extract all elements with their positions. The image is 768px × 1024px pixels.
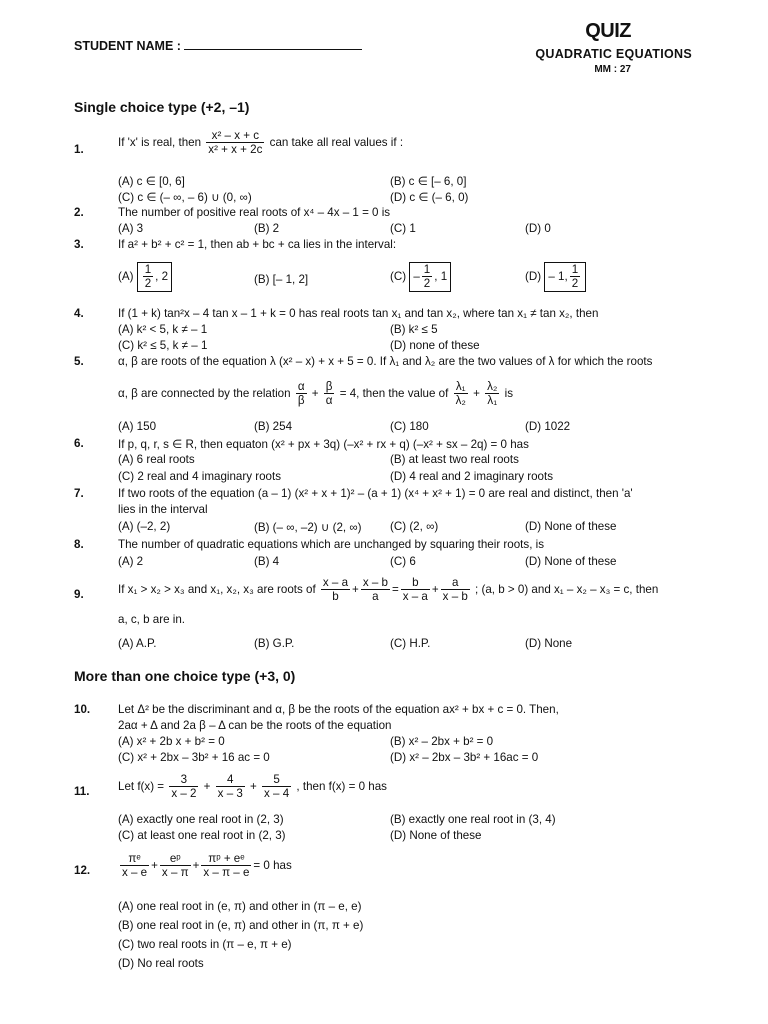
option-label: (A) bbox=[118, 269, 134, 283]
option-d[interactable]: (D) None bbox=[525, 637, 573, 650]
option-c[interactable]: (C) x² + 2bx – 3b² + 16 ac = 0 bbox=[118, 751, 270, 764]
denominator: x² + x + 2c bbox=[208, 143, 263, 157]
option-label: (D) bbox=[525, 269, 542, 283]
option-b[interactable]: (B) exactly one real root in (3, 4) bbox=[390, 813, 556, 826]
option-c[interactable]: (C) H.P. bbox=[390, 637, 431, 650]
denominator: λ₂ bbox=[455, 394, 466, 408]
denominator: α bbox=[325, 394, 333, 408]
numerator: a bbox=[441, 576, 470, 590]
question-number: 8. bbox=[74, 538, 84, 551]
text-fragment: , then f(x) = 0 has bbox=[296, 779, 387, 793]
option-a[interactable]: (A) 6 real roots bbox=[118, 453, 195, 466]
fraction bbox=[206, 129, 264, 157]
closed-interval bbox=[137, 262, 172, 292]
question-number: 4. bbox=[74, 307, 84, 320]
question-number: 10. bbox=[74, 703, 91, 716]
option-b[interactable]: (B) 2 bbox=[254, 222, 280, 235]
question-number: 11. bbox=[74, 785, 90, 798]
question-number: 7. bbox=[74, 487, 84, 500]
section-multi-choice: More than one choice type (+3, 0) bbox=[74, 668, 296, 684]
option-c[interactable]: (C) 2 real and 4 imaginary roots bbox=[118, 470, 282, 483]
numerator: 4 bbox=[216, 773, 245, 787]
numerator: b bbox=[401, 576, 430, 590]
option-a[interactable]: (A) x² + 2b x + b² = 0 bbox=[118, 735, 225, 748]
option-d[interactable]: (D) 0 bbox=[525, 222, 551, 235]
text-fragment: is bbox=[504, 386, 514, 400]
student-name-label: STUDENT NAME : bbox=[74, 39, 181, 53]
question-text-line-1: α, β are roots of the equation λ (x² – x) + x + 5 = 0. If λ₁ and λ₂ are the two values of λ for which the roots bbox=[118, 355, 653, 368]
option-c[interactable]: (C) 6 bbox=[390, 555, 416, 568]
student-name-blank[interactable] bbox=[184, 39, 362, 50]
denominator: x – π – e bbox=[203, 866, 250, 880]
option-c[interactable]: (C) (2, ∞) bbox=[390, 520, 439, 533]
fraction bbox=[201, 852, 251, 880]
question-number: 2. bbox=[74, 206, 84, 219]
numerator: x² – x + c bbox=[206, 129, 264, 143]
option-a[interactable]: (A) 3 bbox=[118, 222, 144, 235]
question-text: The number of positive real roots of x⁴ – 4x – 1 = 0 is bbox=[118, 206, 391, 219]
denominator: x – 2 bbox=[171, 787, 197, 801]
option-label: (C) bbox=[390, 269, 407, 283]
text-fragment: If 'x' is real, then bbox=[118, 135, 202, 149]
denominator: 2 bbox=[571, 277, 579, 291]
option-a[interactable]: (A) 150 bbox=[118, 420, 157, 433]
numerator: 1 bbox=[571, 263, 579, 276]
denominator: 2 bbox=[144, 277, 152, 291]
fraction bbox=[422, 263, 432, 291]
option-b[interactable]: (B) (– ∞, –2) ∪ (2, ∞) bbox=[254, 521, 362, 534]
denominator: x – b bbox=[442, 590, 468, 604]
fraction bbox=[160, 852, 191, 880]
question-text-line-2: lies in the interval bbox=[118, 503, 208, 516]
option-a[interactable]: (A) c ∈ [0, 6] bbox=[118, 175, 185, 188]
question-text-line-2 bbox=[118, 380, 513, 408]
fraction bbox=[321, 576, 350, 604]
option-b[interactable]: (B) c ∈ [– 6, 0] bbox=[390, 175, 467, 188]
numerator: λ₁ bbox=[454, 380, 468, 394]
question-text-line-2: 2aα + Δ and 2a β – Δ can be the roots of the equation bbox=[118, 719, 392, 732]
denominator: 2 bbox=[423, 277, 431, 291]
fraction bbox=[296, 380, 307, 408]
question-text bbox=[118, 129, 403, 157]
question-text-line-1: Let Δ² be the discriminant and α, β be the roots of the equation ax² + bx + c = 0. Then, bbox=[118, 703, 559, 716]
question-number: 1. bbox=[74, 143, 84, 156]
option-a[interactable]: (A) 2 bbox=[118, 555, 144, 568]
option-a[interactable]: (A) A.P. bbox=[118, 637, 157, 650]
text-fragment: α, β are connected by the relation bbox=[118, 386, 291, 400]
denominator: a bbox=[372, 590, 379, 604]
numerator: 1 bbox=[423, 263, 431, 276]
fraction bbox=[441, 576, 470, 604]
option-d[interactable] bbox=[525, 262, 586, 292]
numerator: 1 bbox=[144, 263, 152, 276]
question-text-line-2: a, c, b are in. bbox=[118, 613, 186, 626]
fraction bbox=[454, 380, 468, 408]
numerator: eᵖ bbox=[160, 852, 191, 866]
fraction bbox=[324, 380, 335, 408]
option-c[interactable]: (C) 1 bbox=[390, 222, 416, 235]
question-number: 12. bbox=[74, 864, 91, 877]
text-fragment: = bbox=[391, 582, 399, 596]
text-fragment: , 2 bbox=[155, 269, 169, 283]
question-number: 3. bbox=[74, 238, 84, 251]
question-number: 6. bbox=[74, 437, 84, 450]
text-fragment: can take all real values if : bbox=[269, 135, 404, 149]
question-number: 9. bbox=[74, 588, 84, 601]
text-fragment: + bbox=[473, 386, 480, 400]
option-b[interactable]: (B) G.P. bbox=[254, 637, 295, 650]
text-fragment: = 0 has bbox=[253, 858, 292, 872]
option-d[interactable]: (D) None of these bbox=[525, 520, 617, 533]
fraction bbox=[570, 263, 580, 291]
max-marks: MM : 27 bbox=[594, 64, 631, 75]
option-d[interactable]: (D) 4 real and 2 imaginary roots bbox=[390, 470, 554, 483]
option-c[interactable]: (C) 180 bbox=[390, 420, 429, 433]
numerator: x – b bbox=[362, 576, 388, 589]
option-a[interactable]: (A) one real root in (e, π) and other in (π – e, e) bbox=[118, 900, 362, 913]
option-a[interactable] bbox=[118, 262, 172, 292]
fraction bbox=[169, 773, 198, 801]
option-a[interactable]: (A) exactly one real root in (2, 3) bbox=[118, 813, 284, 826]
option-d[interactable]: (D) None of these bbox=[390, 829, 482, 842]
numerator: πᵉ bbox=[120, 852, 149, 866]
numerator: λ₂ bbox=[487, 380, 498, 393]
question-text: Let f(x) = $\frac{3}{x - 2}$ + $\frac{4}{x - 3}$ + $\frac{5}{x - 4}$ , then f(x) = 0 has bbox=[118, 773, 387, 801]
question-text: If a² + b² + c² = 1, then ab + bc + ca lies in the interval: bbox=[118, 238, 397, 251]
question-text: $\frac{\text{πᵉ}}{x - e}$ + $\frac{\text{eᵖ}}{x - \pi}$ + $\frac{\text{πᵖ + eᵉ}}{x - \pi - e}$ = 0 has bbox=[122, 852, 292, 880]
option-c[interactable] bbox=[390, 262, 451, 292]
denominator: x – a bbox=[402, 590, 428, 604]
option-c[interactable]: (C) k² ≤ 5, k ≠ – 1 bbox=[118, 339, 208, 352]
option-c[interactable]: (C) two real roots in (π – e, π + e) bbox=[118, 938, 292, 951]
numerator: α bbox=[297, 380, 305, 393]
text-fragment: ; (a, b > 0) and x₁ – x₂ – x₃ = c, then bbox=[475, 582, 659, 596]
option-d[interactable]: (D) 1022 bbox=[525, 420, 571, 433]
fraction bbox=[361, 576, 390, 604]
denominator: b bbox=[332, 590, 339, 604]
section-single-choice: Single choice type (+2, –1) bbox=[74, 99, 250, 115]
text-fragment: – bbox=[413, 269, 420, 283]
option-b[interactable]: (B) one real root in (e, π) and other in (π, π + e) bbox=[118, 919, 364, 932]
question-text-line-1: If x₁ > x₂ > x₃ and x₁, x₂, x₃ are roots of $\frac{x - a}{b}$ + $\frac{x - b}{a}$ = $\frac{b}{x - a}$ + $\frac{a}{x - b}$ ; (a, b > 0) and x₁ – x₂ – x₃ = c, then bbox=[118, 576, 659, 604]
denominator: x – 3 bbox=[217, 787, 243, 801]
question-text: If p, q, r, s ∈ R, then equaton (x² + px + 3q) (–x² + rx + q) (–x² + sx – 2q) = 0 has bbox=[118, 438, 529, 451]
question-text-line-1: If two roots of the equation (a – 1) (x² + x + 1)² – (a + 1) (x⁴ + x² + 1) = 0 are real and distinct, then 'a' bbox=[118, 487, 633, 500]
fraction bbox=[401, 576, 430, 604]
question-text: The number of quadratic equations which are unchanged by squaring their roots, is bbox=[118, 538, 545, 551]
option-b[interactable]: (B) at least two real roots bbox=[390, 453, 519, 466]
option-a[interactable]: (A) (–2, 2) bbox=[118, 520, 171, 533]
fraction bbox=[120, 852, 149, 880]
subject-title: QUADRATIC EQUATIONS bbox=[535, 47, 692, 61]
numerator: 5 bbox=[262, 773, 291, 787]
option-d[interactable]: (D) x² – 2bx – 3b² + 16ac = 0 bbox=[390, 751, 539, 764]
option-b[interactable]: (B) 4 bbox=[254, 555, 280, 568]
numerator: 3 bbox=[169, 773, 198, 787]
option-b[interactable]: (B) 254 bbox=[254, 420, 293, 433]
option-b[interactable]: (B) k² ≤ 5 bbox=[390, 323, 438, 336]
closed-interval bbox=[544, 262, 586, 292]
numerator: β bbox=[324, 380, 335, 394]
option-d[interactable]: (D) none of these bbox=[390, 339, 480, 352]
fraction bbox=[485, 380, 499, 408]
option-c[interactable]: (C) at least one real root in (2, 3) bbox=[118, 829, 286, 842]
option-c[interactable]: (C) c ∈ (– ∞, – 6) ∪ (0, ∞) bbox=[118, 191, 252, 204]
text-fragment: Let f(x) = bbox=[118, 779, 165, 793]
text-fragment: = 4, then the value of bbox=[339, 386, 449, 400]
quiz-title: QUIZ bbox=[585, 20, 631, 42]
option-b[interactable]: (B) [– 1, 2] bbox=[254, 273, 309, 286]
denominator: x – 4 bbox=[264, 787, 290, 801]
text-fragment: – 1, bbox=[548, 269, 568, 283]
question-number: 5. bbox=[74, 355, 84, 368]
text-fragment: + bbox=[311, 386, 319, 400]
denominator: x – π bbox=[161, 866, 189, 880]
fraction bbox=[262, 773, 291, 801]
text-fragment: If x₁ > x₂ > x₃ and x₁, x₂, x₃ are roots of bbox=[118, 582, 316, 596]
closed-interval bbox=[409, 262, 451, 292]
student-name-line bbox=[74, 39, 362, 53]
denominator: β bbox=[297, 394, 305, 408]
denominator: λ₁ bbox=[487, 394, 498, 408]
question-text: If (1 + k) tan²x – 4 tan x – 1 + k = 0 has real roots tan x₁ and tan x₂, where tan x₁ ≠ tan x₂, then bbox=[118, 307, 599, 320]
option-b[interactable]: (B) x² – 2bx + b² = 0 bbox=[390, 735, 494, 748]
text-fragment: , 1 bbox=[434, 269, 448, 283]
option-a[interactable]: (A) k² < 5, k ≠ – 1 bbox=[118, 323, 208, 336]
option-d[interactable]: (D) c ∈ (– 6, 0) bbox=[390, 191, 469, 204]
option-d[interactable]: (D) None of these bbox=[525, 555, 617, 568]
option-d[interactable]: (D) No real roots bbox=[118, 957, 204, 970]
numerator: πᵖ + eᵉ bbox=[201, 852, 251, 866]
denominator: x – e bbox=[122, 866, 148, 880]
numerator: x – a bbox=[322, 576, 349, 589]
fraction bbox=[143, 263, 153, 291]
fraction bbox=[216, 773, 245, 801]
